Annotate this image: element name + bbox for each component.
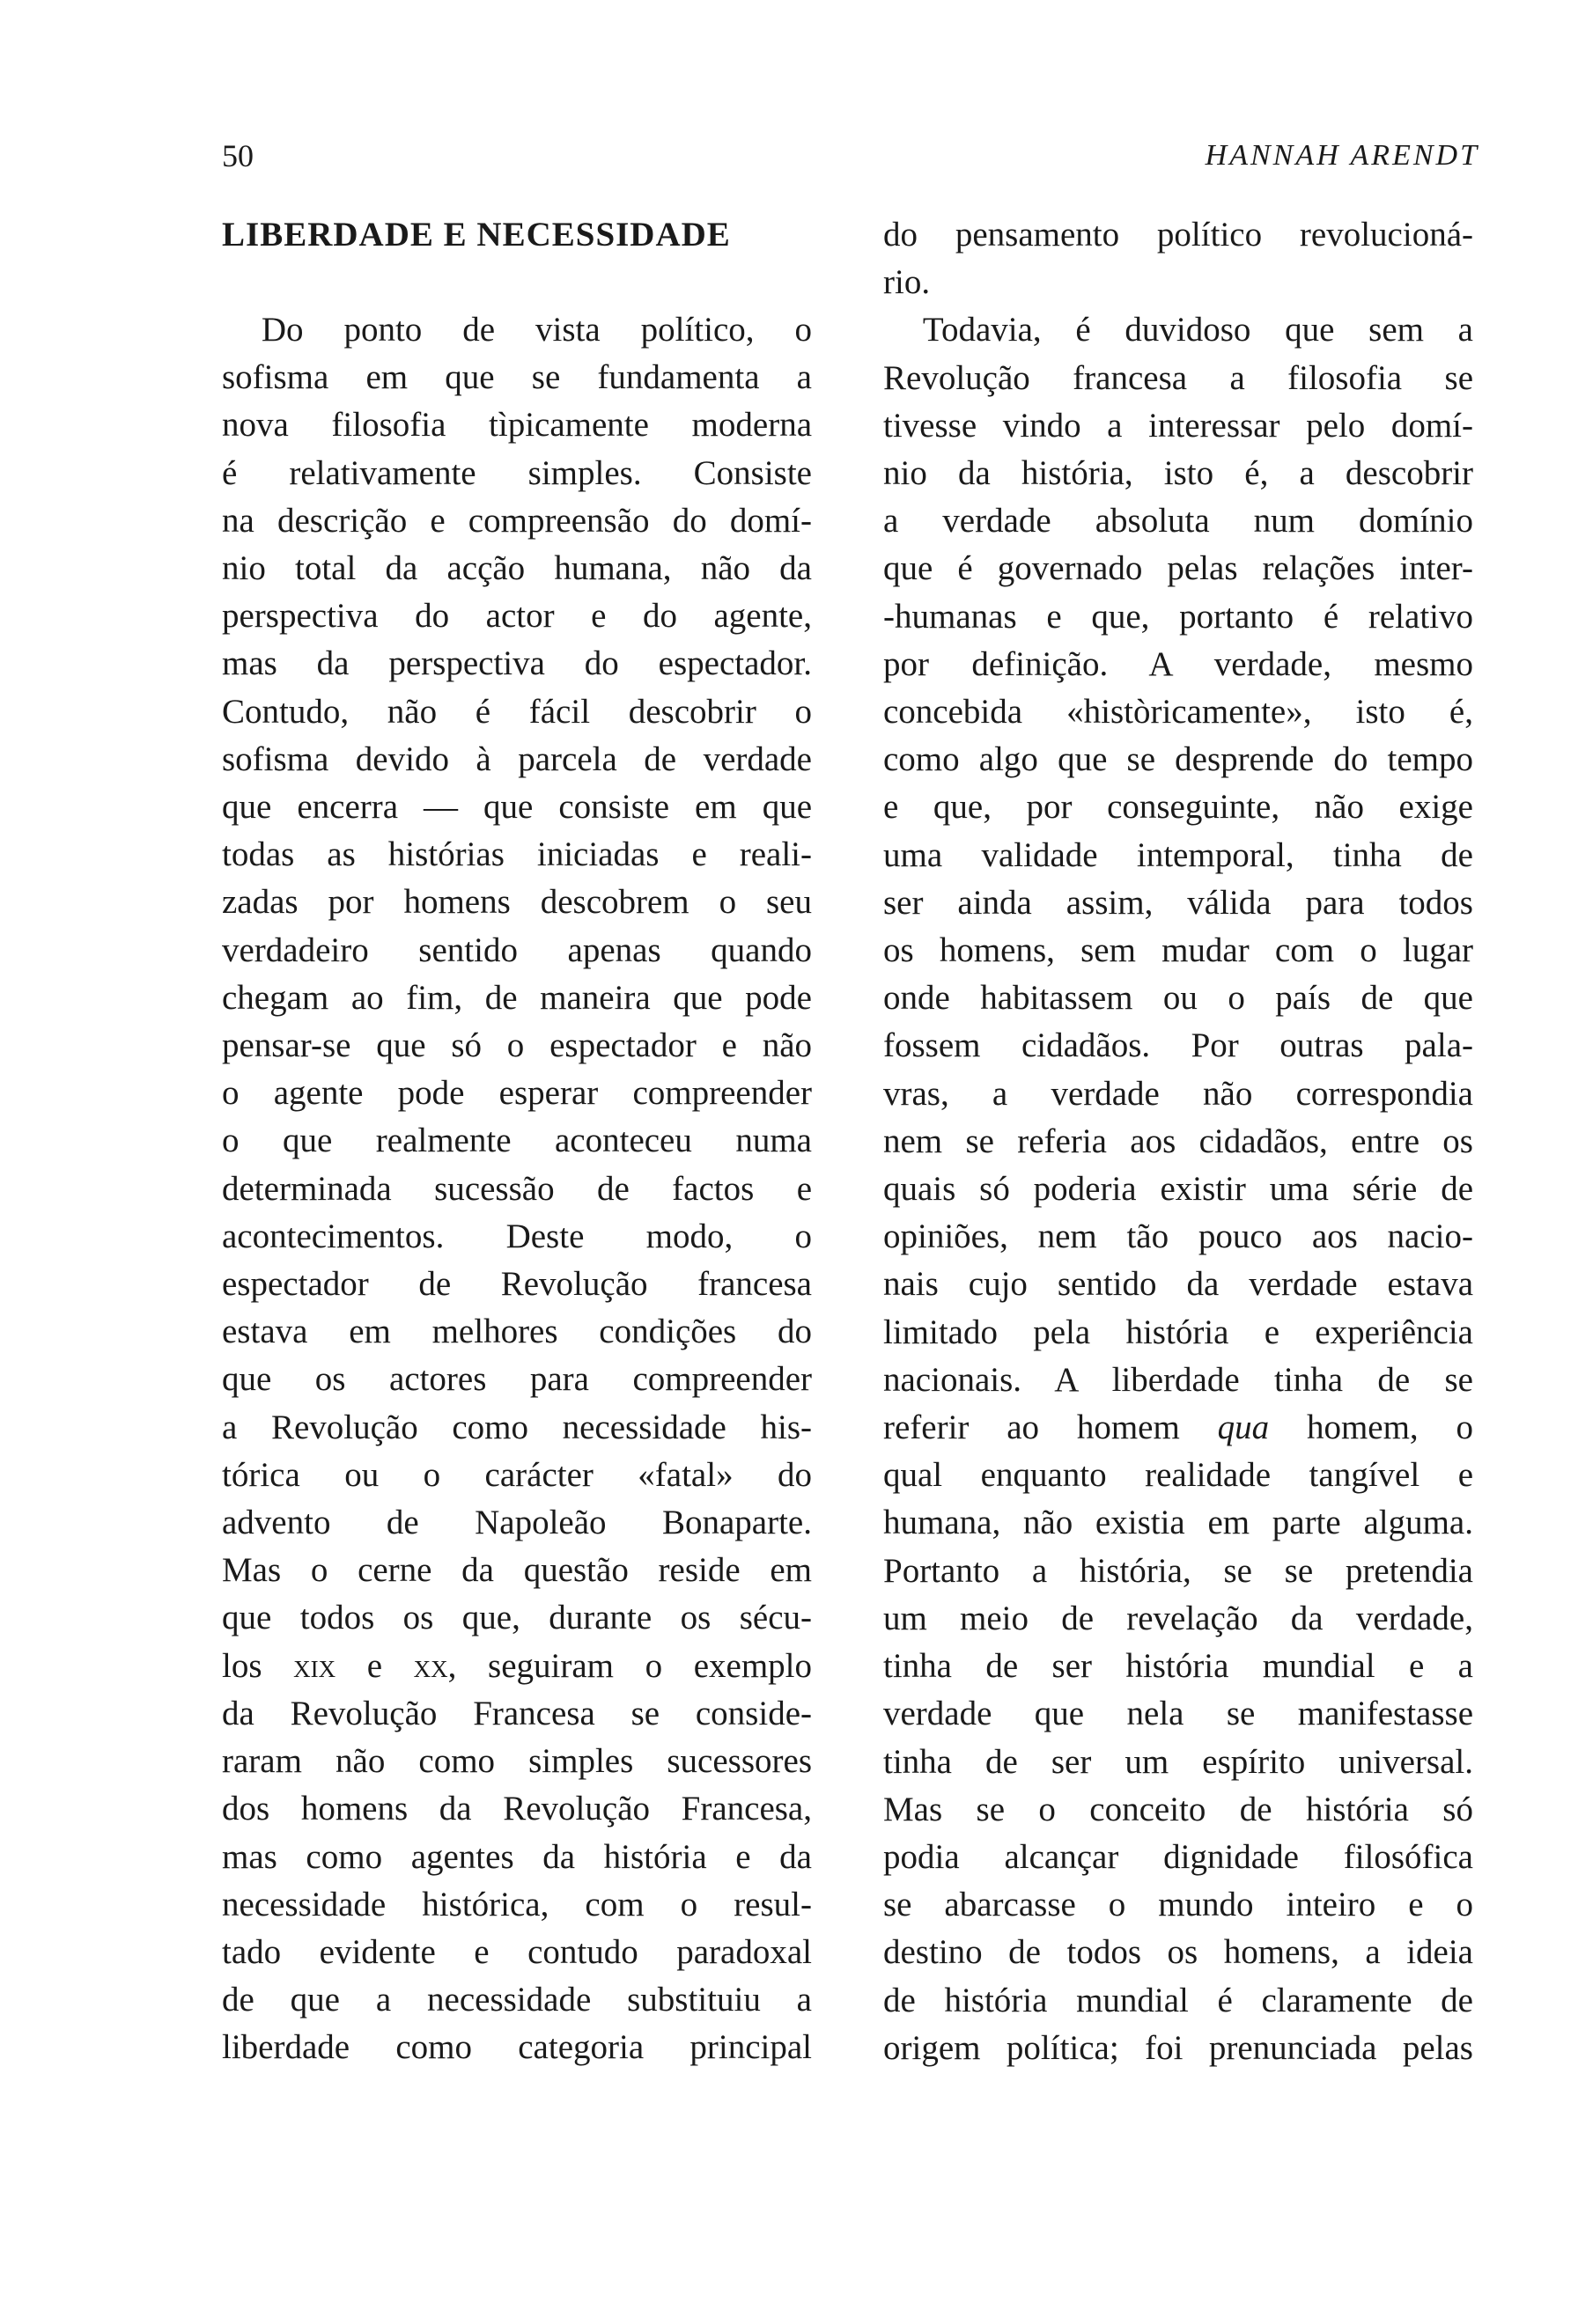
text-line: na descrição e compreensão do domí- [222,501,812,540]
text-line: podia alcançar dignidade filosófica [883,1837,1473,1876]
text-line: tinha de ser história mundial e a [883,1647,1473,1686]
text-line: de que a necessidade substituiu a [222,1981,812,2019]
text-line: origem política; foi prenunciada pelas [883,2028,1473,2067]
right-column [883,211,1473,2072]
text-line: qual enquanto realidade tangível e [883,1456,1473,1495]
text-line: todas as histórias iniciadas e reali- [222,835,812,874]
text-line: referir ao homem qua homem, o [883,1408,1473,1447]
text-line: Mas se o conceito de história só [883,1790,1473,1828]
text-line: o agente pode esperar compreender [222,1074,812,1113]
text-line: humana, não existia em parte alguma. [883,1504,1473,1542]
text-line: e que, por conseguinte, não exige [883,788,1473,827]
text-line: pensar-se que só o espectador e não [222,1026,812,1065]
text-line: sofisma em que se fundamenta a [222,358,812,397]
text-line: raram não como simples sucessores [222,1742,812,1781]
text-line: liberdade como categoria principal [222,2028,812,2067]
text-line: Revolução francesa a filosofia se [883,358,1473,397]
text-line: necessidade histórica, com o resul- [222,1885,812,1923]
text-line: nem se referia aos cidadãos, entre os [883,1122,1473,1160]
text-line: é relativamente simples. Consiste [222,453,812,492]
text-line: advento de Napoleão Bonaparte. [222,1504,812,1542]
text-line: os homens, sem mudar com o lugar [883,931,1473,970]
text-line: o que realmente aconteceu numa [222,1122,812,1160]
text-line: mas da perspectiva do espectador. [222,644,812,683]
right-paragraph-1 [883,211,1473,306]
left-paragraph [222,306,812,2072]
text-line: tivesse vindo a interessar pelo domí- [883,406,1473,445]
text-line: concebida «històricamente», isto é, [883,693,1473,732]
text-line: que é governado pelas relações inter- [883,549,1473,588]
text-line: da Revolução Francesa se conside- [222,1694,812,1732]
text-line: Portanto a história, se se pretendia [883,1551,1473,1590]
text-line: do pensamento político revolucioná- [883,216,1473,254]
text-line: los xix e xx, seguiram o exemplo [222,1646,813,1685]
text-line: que todos os que, durante os sécu- [222,1599,812,1637]
text-line: acontecimentos. Deste modo, o [222,1217,812,1255]
text-line: uma validade intemporal, tinha de [883,835,1473,874]
left-column [222,211,812,2072]
right-paragraph-2 [883,306,1473,2072]
text-line: estava em melhores condições do [222,1313,812,1351]
text-line: nio total da acção humana, não da [222,549,812,588]
text-line: um meio de revelação da verdade, [883,1599,1473,1637]
text-line: nova filosofia tìpicamente moderna [222,406,812,445]
text-line: rio. [883,263,931,302]
section-heading: LIBERDADE E NECESSIDADE [222,216,731,254]
text-line: quais só poderia existir uma série de [883,1170,1473,1209]
text-line: Todavia, é duvidoso que sem a [922,311,1473,349]
text-line: nais cujo sentido da verdade estava [883,1265,1473,1304]
text-line: verdade que nela se manifestasse [883,1695,1473,1733]
text-line: mas como agentes da história e da [222,1837,812,1876]
text-line: que os actores para compreender [222,1360,812,1399]
text-line: tado evidente e contudo paradoxal [222,1932,812,1971]
running-head: HANNAH ARENDT [1205,139,1479,172]
text-line: -humanas e que, portanto é relativo [883,597,1473,636]
text-line: limitado pela história e experiência [883,1313,1473,1351]
text-line: Do ponto de vista político, o [261,311,812,349]
text-line: nio da história, isto é, a descobrir [883,454,1473,493]
text-line: sofisma devido à parcela de verdade [222,739,812,778]
text-line: perspectiva do actor e do agente, [222,597,812,636]
text-line: ser ainda assim, válida para todos [883,883,1473,922]
text-line: a verdade absoluta num domínio [883,502,1473,541]
text-line: verdadeiro sentido apenas quando [222,930,812,969]
text-line: Mas o cerne da questão reside em [222,1551,812,1590]
text-line: a Revolução como necessidade his- [222,1408,812,1446]
text-line: tórica ou o carácter «fatal» do [222,1455,812,1494]
text-line: determinada sucessão de factos e [222,1169,812,1208]
text-line: espectador de Revolução francesa [222,1265,812,1304]
text-line: dos homens da Revolução Francesa, [222,1790,812,1828]
text-line: Contudo, não é fácil descobrir o [222,692,812,731]
text-line: opiniões, nem tão pouco aos nacio- [883,1217,1473,1256]
text-line: vras, a verdade não correspondia [883,1074,1473,1113]
text-line: fossem cidadãos. Por outras pala- [883,1026,1473,1065]
text-line: nacionais. A liberdade tinha de se [883,1360,1473,1399]
text-line: onde habitassem ou o país de que [883,979,1473,1018]
text-line: tinha de ser um espírito universal. [883,1742,1473,1781]
text-line: se abarcasse o mundo inteiro e o [883,1886,1473,1924]
text-line: chegam ao fim, de maneira que pode [222,978,812,1017]
text-line: de história mundial é claramente de [883,1981,1473,2019]
text-line: por definição. A verdade, mesmo [883,644,1473,683]
text-line: que encerra — que consiste em que [222,788,812,827]
page-number: 50 [222,138,254,173]
text-line: zadas por homens descobrem o seu [222,883,812,922]
text-line: destino de todos os homens, a ideia [883,1933,1473,1972]
text-line: como algo que se desprende do tempo [883,740,1473,779]
